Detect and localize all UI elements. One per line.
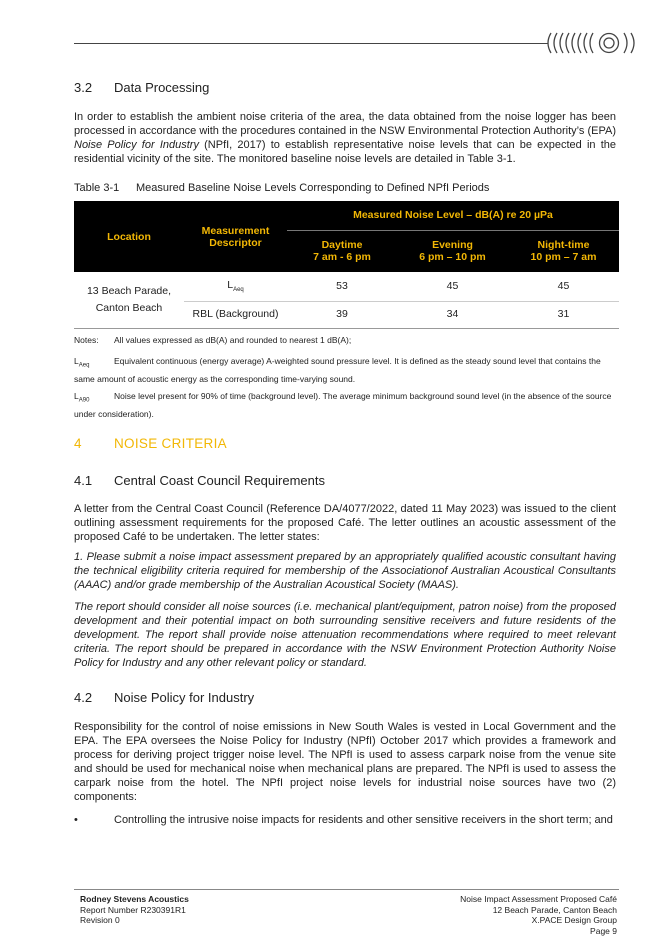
table-title: Measured Baseline Noise Levels Corresponding to Defined NPfI Periods: [136, 182, 490, 194]
header-evening: Evening 6 pm – 10 pm: [397, 230, 508, 272]
value-cell: 39: [336, 308, 348, 321]
data-processing-paragraph: [74, 110, 616, 166]
section-title: Central Coast Council Requirements: [114, 473, 325, 488]
location-cell: 13 Beach Parade, Canton Beach: [86, 284, 172, 314]
table-row: [74, 272, 619, 301]
council-requirements-paragraph: A letter from the Central Coast Council (Reference DA/4077/2022, dated 11 May 2023) was issued to the client outlining assessment requirements for the proposed Café. The letter outlines an acoustic assessment of the proposed Café to be undertaken. The letter states:: [74, 503, 616, 543]
descriptor-laeq: $L_{Aeq}$: [184, 272, 287, 301]
page-number: Page 9: [590, 925, 617, 936]
notes-label: Notes:: [74, 335, 99, 345]
la90-definition: $L_{A90}$ Noise level present for 90% of time (background level). The average minimum background sound level (in the absence of the source under consideration).: [74, 391, 612, 419]
header-descriptor: Measurement Descriptor: [184, 201, 287, 272]
section-number: 4.2: [74, 690, 93, 705]
table-caption: [74, 182, 489, 194]
footer-doc-title: Noise Impact Assessment Proposed Café: [460, 894, 617, 904]
section-heading-4-1: [74, 473, 325, 488]
company-logo-icon: [545, 30, 645, 56]
paragraph-text: (NPfI, 2017) to establish representative noise levels that can be expected in the residential vicinity of the site. The monitored baseline noise levels are detailed in Table 3-1.: [74, 139, 616, 165]
section-number: 3.2: [74, 80, 93, 95]
list-item: [74, 813, 619, 827]
policy-name-italic: Noise Policy for Industry: [74, 139, 199, 151]
value-cell: 53: [287, 272, 397, 301]
chapter-title: NOISE CRITERIA: [114, 436, 227, 451]
header-daytime: Daytime 7 am - 6 pm: [287, 230, 397, 272]
header-measured-level: Measured Noise Level – dB(A) re 20 µPa: [287, 201, 619, 230]
chapter-number: 4: [74, 436, 82, 451]
footer-revision: Revision 0: [80, 915, 120, 925]
baseline-noise-table: [74, 201, 619, 327]
header-location: Location: [74, 201, 184, 272]
section-number: 4.1: [74, 473, 93, 488]
value-cell: 34: [446, 308, 459, 321]
notes-line: [74, 334, 619, 347]
header-night-time: Night-time 10 pm – 7 am: [508, 230, 619, 272]
descriptor-rbl: RBL (Background): [192, 308, 279, 321]
quote-paragraph-1: 1. Please submit a noise impact assessment prepared by an appropriately qualified acoustic consultant having the technical eligibility criteria required for membership of the Associationof Australian Acoustical Consultants (AAAC) and/or grade membership of the Australian Acoustical Society (MAAS).: [74, 551, 616, 591]
footer-right: [460, 894, 617, 936]
footer-rule: [74, 889, 619, 890]
footer-left: [80, 894, 189, 926]
section-heading-4-2: [74, 690, 254, 705]
bullet-text: Controlling the intrusive noise impacts for residents and other sensitive receivers in the short term; and: [114, 814, 613, 826]
quote-paragraph-2: The report should consider all noise sources (i.e. mechanical plant/equipment, patron noise) from the proposed development and their potential impact on both surrounding sensitive receivers and future residents of the development. The report shall provide noise attenuation recommendations where required to meet relevant criteria. The report should be prepared in accordance with the NSW Environment Protection Authority Noise Policy for Industry and any other relevant policy or standard.: [74, 601, 616, 669]
table-number: Table 3-1: [74, 182, 120, 194]
footer-report-number: Report Number R230391R1: [80, 904, 186, 915]
header-rule: [74, 43, 548, 44]
la90-text: Noise level present for 90% of time (background level). The average minimum background sound level (in the absence of the source under consideration).: [74, 391, 612, 419]
table-bottom-rule: [74, 328, 619, 329]
section-title: Noise Policy for Industry: [114, 690, 255, 705]
paragraph-text: In order to establish the ambient noise criteria of the area, the data obtained from the noise logger has been processed in accordance with the procedures contained in the NSW Environmental Protection Authority’s (EPA): [74, 111, 616, 137]
chapter-heading-4: [74, 436, 227, 451]
footer-address: 12 Beach Parade, Canton Beach: [492, 904, 617, 915]
laeq-text: Equivalent continuous (energy average) A-weighted sound pressure level. It is defined as the steady sound level that contains the same amount of acoustic energy as the corresponding time-varying sound.: [74, 356, 601, 384]
notes-text: All values expressed as dB(A) and rounded to nearest 1 dB(A);: [114, 335, 352, 345]
value-cell: 45: [397, 272, 508, 301]
bullet-marker: •: [74, 814, 78, 826]
section-title: Data Processing: [114, 80, 210, 95]
laeq-definition: $L_{Aeq}$ Equivalent continuous (energy average) A-weighted sound pressure level. It is defined as the steady sound level that contains the same amount of acoustic energy as the corresponding time-varying sound.: [74, 356, 601, 384]
footer-company: Rodney Stevens Acoustics: [80, 894, 189, 904]
noise-policy-paragraph: Responsibility for the control of noise emissions in New South Wales is vested in Local Government and the EPA. The EPA oversees the Noise Policy for Industry (NPfI) October 2017 which provides a framework and process for deriving project trigger noise level. The NPfI is used to assess carpark noise from the venue site and should be used for mechanical noise when mechanical plans are prepared. The NPfI is used to assess the carpark noise from the hotel. The NPfI project noise levels for industrial noise sources have two (2) components:: [74, 721, 616, 803]
footer-client: X.PACE Design Group: [531, 915, 617, 925]
value-cell: 45: [508, 272, 619, 301]
value-cell: 31: [557, 308, 570, 321]
section-heading-3-2: [74, 80, 209, 95]
